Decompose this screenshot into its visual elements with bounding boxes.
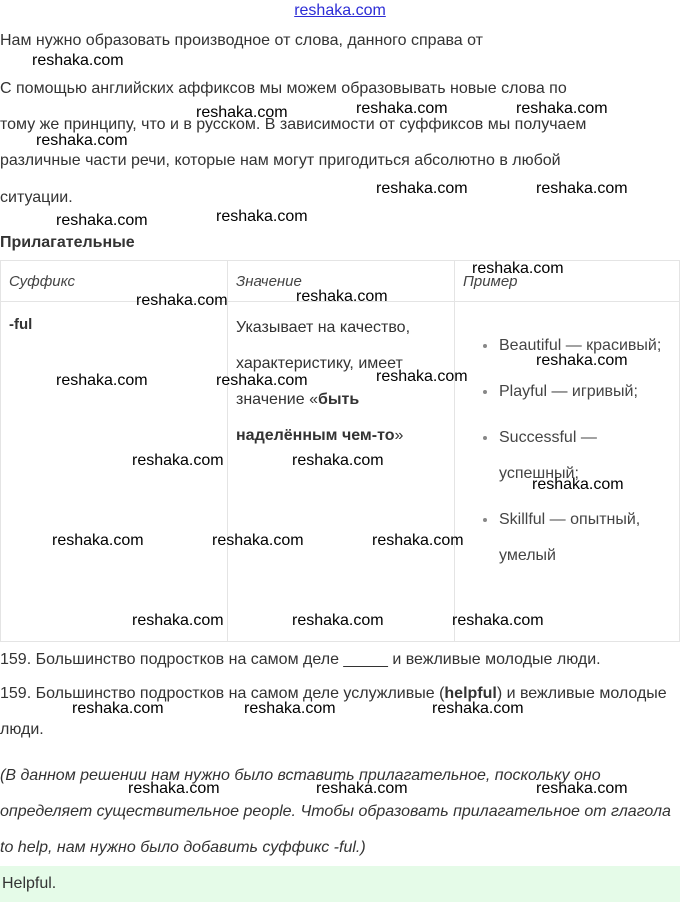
watermark: reshaka.com <box>292 452 384 469</box>
watermark: reshaka.com <box>132 452 224 469</box>
exercise-question: 159. Большинство подростков на самом деле _____ и вежливые молодые люди. <box>0 651 601 668</box>
intro-line-2: тому же принципу, что и в русском. В зависимости от суффиксов мы получаем <box>0 116 587 133</box>
watermark: reshaka.com <box>296 288 388 305</box>
watermark: reshaka.com <box>376 180 468 197</box>
watermark: reshaka.com <box>196 104 288 121</box>
watermark: reshaka.com <box>216 208 308 225</box>
header-example: Пример <box>455 261 680 302</box>
watermark: reshaka.com <box>536 352 628 369</box>
watermark: reshaka.com <box>372 532 464 549</box>
meaning-prefix: Указывает на качество, характеристику, имеет значение « <box>236 319 411 408</box>
watermark: reshaka.com <box>244 700 336 717</box>
intro-line-4: ситуации. <box>0 189 73 206</box>
watermark: reshaka.com <box>432 700 524 717</box>
watermark: reshaka.com <box>536 780 628 797</box>
meaning-bold: быть наделённым чем-то <box>236 391 395 444</box>
list-item: Playful — игривый; <box>499 374 671 410</box>
watermark: reshaka.com <box>136 292 228 309</box>
watermark: reshaka.com <box>212 532 304 549</box>
list-item: Skillful — опытный, умелый <box>499 502 671 574</box>
answer-suffix: ) и вежливые молодые люди. <box>0 685 667 738</box>
answer-bold: helpful <box>444 685 497 702</box>
list-item: Beautiful — красивый; <box>499 328 671 364</box>
final-answer: Helpful. <box>0 866 680 902</box>
watermark: reshaka.com <box>128 780 220 797</box>
header-meaning: Значение <box>228 261 455 302</box>
watermark: reshaka.com <box>292 612 384 629</box>
watermark: reshaka.com <box>472 260 564 277</box>
watermark: reshaka.com <box>356 100 448 117</box>
site-link[interactable]: reshaka.com <box>294 2 386 19</box>
intro-line-1: С помощью английских аффиксов мы можем образовывать новые слова по <box>0 80 567 97</box>
watermark: reshaka.com <box>52 532 144 549</box>
meaning-suffix: » <box>394 427 404 444</box>
watermark: reshaka.com <box>536 180 628 197</box>
intro-line-3: различные части речи, которые нам могут пригодиться абсолютно в любой <box>0 152 561 169</box>
watermark: reshaka.com <box>72 700 164 717</box>
watermark: reshaka.com <box>516 100 608 117</box>
list-item: Successful — успешный; <box>499 420 671 492</box>
watermark: reshaka.com <box>376 368 468 385</box>
task-line: Нам нужно образовать производное от слова, данного справа от <box>0 32 483 49</box>
suffix-table <box>0 260 680 642</box>
cell-suffix <box>1 302 228 642</box>
explanation: (В данном решении нам нужно было вставить прилагательное, поскольку оно определяет существительное people. Чтобы образовать прилагательное от глагола to help, нам нужно было добавить суффикс -ful.) <box>0 767 671 856</box>
watermark: reshaka.com <box>532 476 624 493</box>
watermark: reshaka.com <box>32 52 124 69</box>
watermark: reshaka.com <box>216 372 308 389</box>
watermark: reshaka.com <box>36 132 128 149</box>
watermark: reshaka.com <box>132 612 224 629</box>
watermark: reshaka.com <box>56 212 148 229</box>
header-suffix: Суффикс <box>1 261 228 302</box>
watermark: reshaka.com <box>452 612 544 629</box>
answer-prefix: 159. Большинство подростков на самом деле услужливые ( <box>0 685 445 702</box>
cell-meaning <box>228 302 455 642</box>
watermark: reshaka.com <box>316 780 408 797</box>
suffix-value: -ful <box>9 316 33 333</box>
watermark: reshaka.com <box>56 372 148 389</box>
section-title: Прилагательные <box>0 234 135 251</box>
